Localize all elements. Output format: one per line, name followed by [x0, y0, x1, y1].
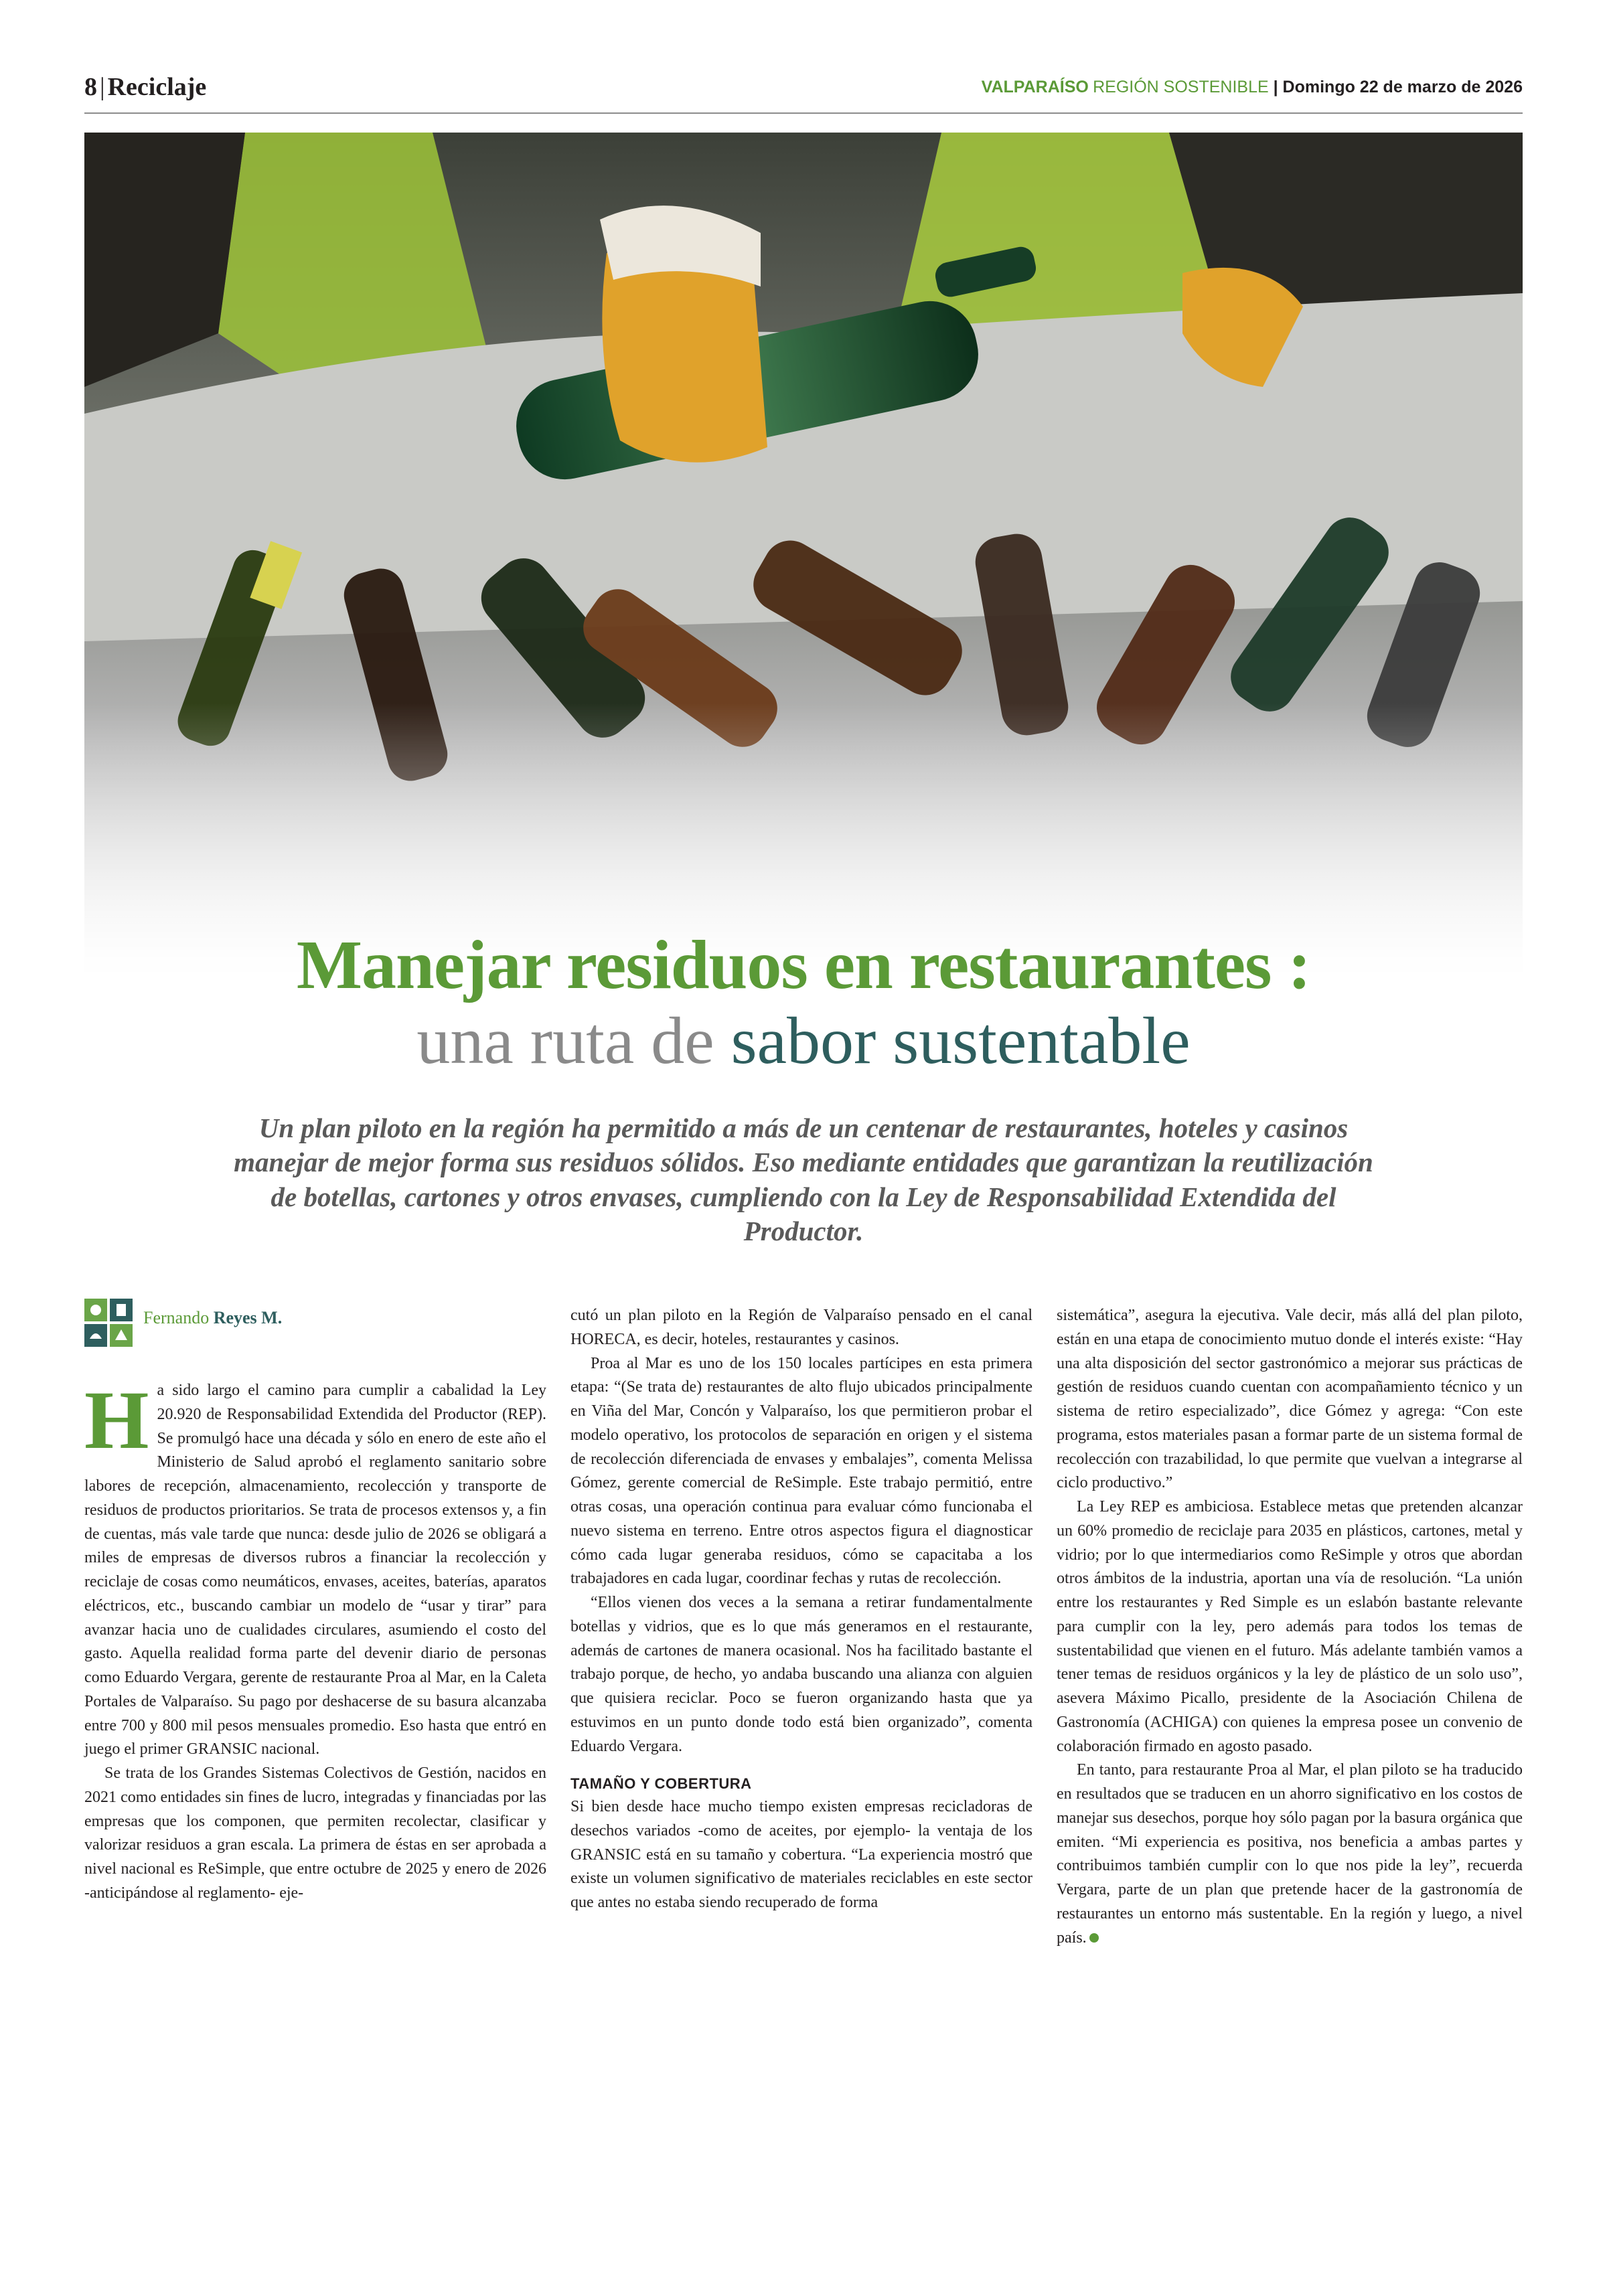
headline: [84, 926, 1523, 1078]
headline-line-2: [84, 1005, 1523, 1076]
paragraph: Se trata de los Grandes Sistemas Colectivos de Gestión, nacidos en 2021 como entidades sin fines de lucro, integradas y financiadas por las empresas que los componen, que permiten recolectar, clasificar y valorizar residuos a gran escala. La primera de éstas en ser aprobada a nivel nacional es ReSimple, que entre octubre de 2025 y enero de 2026 -anticipándose al reglamento- eje-: [84, 1765, 546, 1902]
lead-photo: [84, 133, 1523, 1003]
byline: [84, 1299, 553, 1339]
paragraph: [1057, 1758, 1523, 1950]
page-number: 8: [84, 73, 97, 101]
issue-date: Domingo 22 de marzo de 2026: [1282, 78, 1523, 96]
subheading: TAMAÑO Y COBERTURA: [570, 1775, 752, 1793]
paragraph: sistemática”, asegura la ejecutiva. Vale decir, más allá del plan piloto, están en una etapa de conocimiento mutuo donde el interés existe: “Hay una alta disposición del sector gastronómico a mejorar sus prácticas de gestión de residuos cuando cuentan con acompañamiento técnico y un sistema de retiro especializado”, dice Gómez y agrega: “Con este programa, estos materiales pasan a formar parte de un sistema formal de recolección con trazabilidad, lo que permite que vuelvan a integrarse al ciclo productivo.”: [1057, 1307, 1523, 1492]
paragraph: La Ley REP es ambiciosa. Establece metas que pretenden alcanzar un 60% promedio de reciclaje para 2035 en plásticos, cartones, metal y vidrio; por lo que intermediarios como ReSimple y otros que abordan otros ámbitos de la industria, aportan una vía de resolución. “La unión entre los restaurantes y Red Simple es un eslabón bastante relevante para cumplir con la ley, pero además para todos los temas de sustentabilidad que vienen en el futuro. Más adelante también vamos a tener temas de residuos orgánicos y la ley de plástico de un solo uso”, asevera Máximo Picallo, presidente de la Asociación Chilena de Gastronomía (ACHIGA) con quienes la empresa posee un convenio de colaboración firmado en agosto pasado.: [1057, 1498, 1523, 1755]
section-name: Reciclaje: [107, 73, 207, 101]
headline-line-1: Manejar residuos en restaurantes :: [296, 926, 1311, 1003]
paragraph-text: a sido largo el camino para cumplir a cabalidad la Ley 20.920 de Responsabilidad Extendida del Productor (REP). Se promulgó hace una década y sólo en enero de este año el Ministerio de Salud aprobó el reglamento sanitario sobre labores de recepción, almacenamiento, recolección y transporte de residuos de productos prioritarios. Se trata de procesos extensos y, a fin de cuentas, más vale tarde que nunca: desde julio de 2026 se obligará a miles de empresas de diversos rubros a financiar la recolección y reciclaje de cosas como neumáticos, envases, aceites, baterías, aparatos eléctricos, etc., buscando cambiar un modelo de “usar y tirar” para avanzar hacia uno de cualidades circulares, asumiendo el costo del gasto. Aquella realidad forma parte del devenir diario de personas como Eduardo Vergara, gerente de restaurante Proa al Mar, en la Caleta Portales de Valparaíso. Su pago por deshacerse de su basura alcanzaba entre 700 y 800 mil pesos mensuales promedio. Eso hasta que entró en juego el primer GRANSIC nacional.: [84, 1382, 546, 1758]
author-name: [143, 1308, 282, 1328]
headline-line-2-part-b: sabor sustentable: [731, 1003, 1191, 1078]
paragraph-text: En tanto, para restaurante Proa al Mar, el plan piloto se ha traducido en resultados que se traducen en un ahorro significativo en los costos de manejar sus desechos, porque hoy sólo pagan por la basura orgánica que emiten. “Mi experiencia es positiva, nos beneficia a ambas partes y contribuimos también cumplir con lo que nos pide la ley”, recuerda Vergara, parte de un plan que pretende hacer de la gastronomía de restaurantes un entorno más sustentable. En la región y luego, a nivel país.: [1057, 1761, 1523, 1947]
sustainability-logo-icon: [84, 1299, 133, 1347]
paragraph: cutó un plan piloto en la Región de Valparaíso pensado en el canal HORECA, es decir, hoteles, restaurantes y casinos.: [570, 1307, 1032, 1348]
page-header: [84, 70, 1523, 114]
article-column-3: [1057, 1304, 1523, 1950]
article-column-2: [570, 1304, 1032, 1915]
author-first-name: Fernando: [143, 1308, 214, 1327]
paragraph: [84, 1374, 546, 1762]
article-column-1: [84, 1374, 546, 1906]
end-mark-icon: [1089, 1933, 1099, 1943]
publication-info: VALPARAÍSO REGIÓN SOSTENIBLE | Domingo 22 de marzo de 2026: [981, 78, 1523, 96]
publication-name: VALPARAÍSO: [981, 78, 1089, 96]
section-label: 8 | Reciclaje: [84, 73, 207, 101]
paragraph: Proa al Mar es uno de los 150 locales partícipes en esta primera etapa: “(Se trata de) restaurantes de alto flujo ubicados principalmente en Viña del Mar, Concón y Valparaíso, los que permitieron probar el modelo operativo, los protocolos de separación en origen y el sistema de recolección diferenciada de envases y embalajes”, comenta Melissa Gómez, gerente comercial de ReSimple. Este trabajo permitió, entre otras cosas, una operación continua para evaluar cómo funcionaba el nuevo sistema en terreno. Entre otros aspectos figura el diagnosticar cómo cada lugar generaba residuos, cómo se capacitaba a los trabajadores en cada lugar, coordinar fechas y rutas de recolección.: [570, 1354, 1032, 1588]
paragraph: “Ellos vienen dos veces a la semana a retirar fundamentalmente botellas y vidrios, que es lo que más generamos en el restaurante, además de cartones de manera ocasional. Nos ha facilitado bastante el trabajo porque, de hecho, yo andaba buscando una alianza con alguien que quisiera reciclar. Poco se fueron organizando hasta que ya estuvimos en un punto donde todo está bien organizado”, comenta Eduardo Vergara.: [570, 1594, 1032, 1755]
headline-line-2-part-a: una ruta de: [416, 1003, 731, 1078]
article-deck: Un plan piloto en la región ha permitido a más de un centenar de restaurantes, hoteles y casinos manejar de mejor forma sus residuos sólidos. Eso mediante entidades que garantizan la reutilización de botellas, cartones y otros envases, cumpliendo con la Ley de Responsabilidad Extendida del Productor.: [234, 1113, 1373, 1246]
author-last-name: Reyes M.: [213, 1308, 283, 1327]
drop-cap: H: [84, 1374, 149, 1466]
paragraph: Si bien desde hace mucho tiempo existen empresas recicladoras de desechos variados -como de aceites, por ejemplo- la ventaja de los GRANSIC está en su tamaño y cobertura. “La experiencia mostró que existe un volumen significativo de materiales reciclables en este sector que antes no estaba siendo recuperado de forma: [570, 1798, 1032, 1912]
publication-subtitle: REGIÓN SOSTENIBLE: [1093, 78, 1269, 96]
